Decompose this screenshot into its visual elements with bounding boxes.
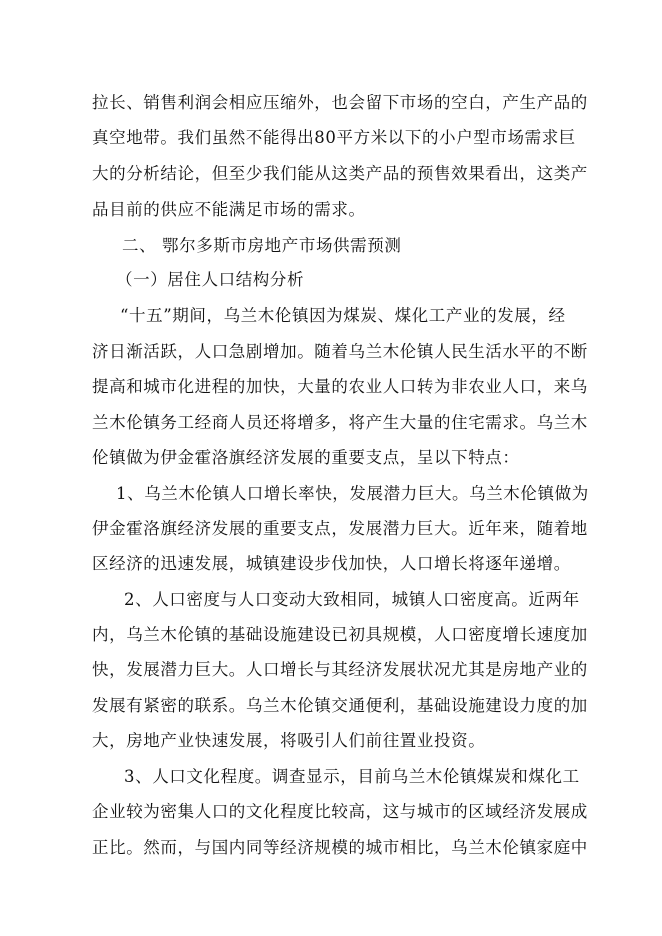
paragraph-line-9: 提高和城市化进程的加快，大量的农业人口转为非农业人口，来乌	[92, 377, 588, 396]
paragraph-line-10: 兰木伦镇务工经商人员还将增多，将产生大量的住宅需求。乌兰木	[92, 413, 588, 432]
list-item-3-line-3: 正比。然而，与国内同等经济规模的城市相比，乌兰木伦镇家庭中	[92, 838, 588, 857]
list-item-2-line-2: 内，乌兰木伦镇的基础设施建设已初具规模，人口密度增长速度加	[92, 625, 588, 644]
list-item-1-line-2: 伊金霍洛旗经济发展的重要支点，发展潜力巨大。近年来，随着地	[92, 519, 588, 538]
list-item-1-line-1: 1、乌兰木伦镇人口增长率快，发展潜力巨大。乌兰木伦镇做为	[116, 484, 589, 503]
paragraph-line-2: 真空地带。我们虽然不能得出80平方米以下的小户型市场需求巨	[92, 128, 576, 147]
list-item-2-line-1: 2、人口密度与人口变动大致相同，城镇人口密度高。近两年	[124, 590, 580, 609]
list-item-3-line-2: 企业较为密集人口的文化程度比较高，这与城市的区域经济发展成	[92, 802, 588, 821]
paragraph-line-11: 伦镇做为伊金霍洛旗经济发展的重要支点，呈以下特点：	[92, 448, 520, 467]
paragraph-line-1: 拉长、销售利润会相应压缩外，也会留下市场的空白，产生产品的	[92, 93, 588, 112]
paragraph-line-8: 济日渐活跃，人口急剧增加。随着乌兰木伦镇人民生活水平的不断	[92, 342, 588, 361]
paragraph-line-7: “十五”期间，乌兰木伦镇因为煤炭、煤化工产业的发展，经	[120, 306, 566, 325]
list-item-2-line-5: 大，房地产业快速发展，将吸引人们前往置业投资。	[92, 731, 486, 750]
list-item-1-line-3: 区经济的迅速发展，城镇建设步伐加快，人口增长将逐年递增。	[92, 554, 571, 573]
list-item-2-line-3: 快，发展潜力巨大。人口增长与其经济发展状况尤其是房地产业的	[92, 660, 588, 679]
section-heading: 二、 鄂尔多斯市房地产市场供需预测	[122, 236, 402, 255]
list-item-3-line-1: 3、人口文化程度。调查显示，目前乌兰木伦镇煤炭和煤化工	[124, 767, 580, 786]
subsection-heading: （一）居住人口结构分析	[116, 270, 305, 289]
list-item-2-line-4: 发展有紧密的联系。乌兰木伦镇交通便利，基础设施建设力度的加	[92, 696, 588, 715]
paragraph-line-3: 大的分析结论，但至少我们能从这类产品的预售效果看出，这类产	[92, 164, 588, 183]
paragraph-line-4: 品目前的供应不能满足市场的需求。	[92, 200, 366, 219]
